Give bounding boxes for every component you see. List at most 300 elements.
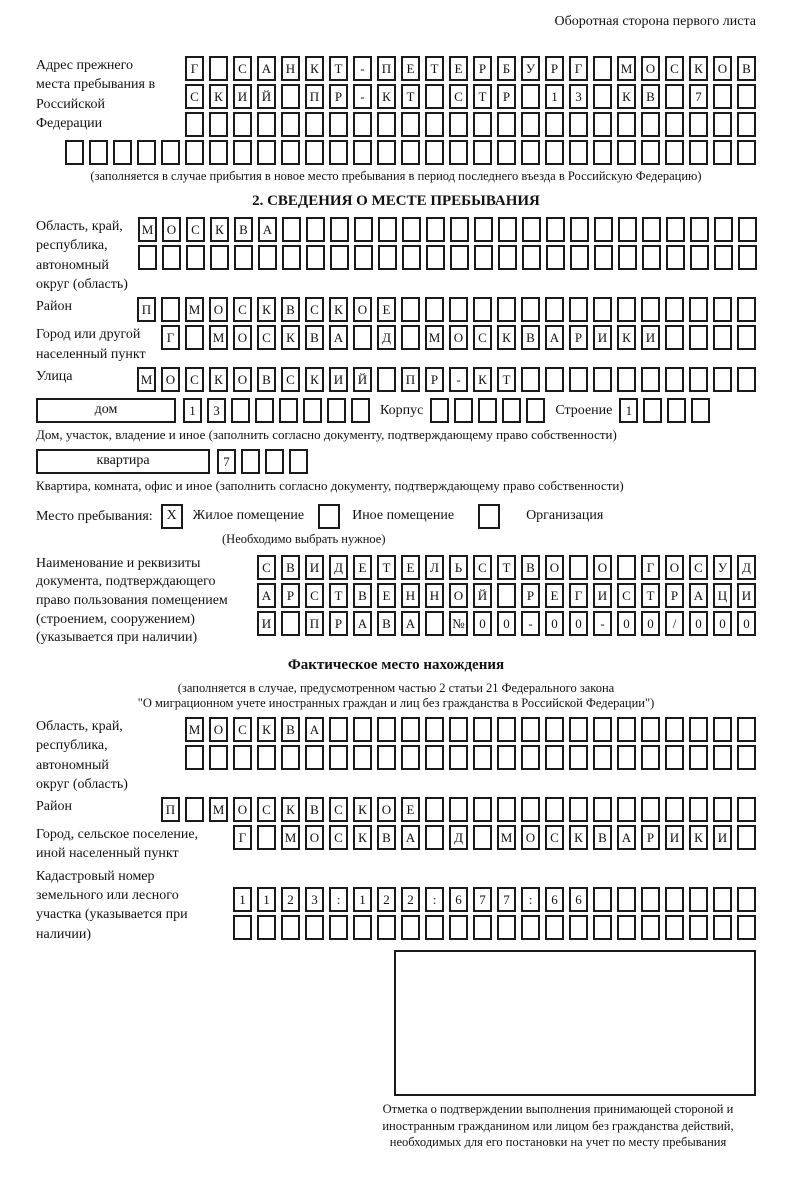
form-cell[interactable] — [281, 140, 300, 165]
form-cell[interactable] — [521, 745, 540, 770]
form-cell[interactable]: Й — [473, 583, 492, 608]
form-cell[interactable]: О — [209, 297, 228, 322]
form-cell[interactable] — [713, 297, 732, 322]
form-cell[interactable] — [641, 745, 660, 770]
form-cell[interactable] — [450, 217, 469, 242]
form-cell[interactable] — [233, 140, 252, 165]
form-cell[interactable]: Р — [665, 583, 684, 608]
form-cell[interactable] — [526, 398, 545, 423]
form-cell[interactable]: М — [185, 717, 204, 742]
form-cell[interactable]: Н — [281, 56, 300, 81]
form-cell[interactable]: 6 — [545, 887, 564, 912]
form-cell[interactable] — [713, 140, 732, 165]
form-cell[interactable]: Р — [569, 325, 588, 350]
form-cell[interactable]: Н — [425, 583, 444, 608]
form-cell[interactable]: 7 — [217, 449, 236, 474]
form-cell[interactable]: Д — [737, 555, 756, 580]
form-cell[interactable] — [426, 245, 445, 270]
form-cell[interactable]: А — [258, 217, 277, 242]
form-cell[interactable]: И — [641, 325, 660, 350]
form-cell[interactable]: А — [401, 825, 420, 850]
form-cell[interactable]: 1 — [619, 398, 638, 423]
form-cell[interactable] — [569, 112, 588, 137]
form-cell[interactable]: М — [617, 56, 636, 81]
form-cell[interactable]: Н — [401, 583, 420, 608]
form-cell[interactable] — [690, 217, 709, 242]
form-cell[interactable] — [738, 245, 757, 270]
form-cell[interactable]: Р — [641, 825, 660, 850]
form-cell[interactable] — [378, 217, 397, 242]
form-cell[interactable] — [473, 915, 492, 940]
form-cell[interactable] — [209, 56, 228, 81]
form-cell[interactable]: К — [353, 825, 372, 850]
form-cell[interactable]: Е — [353, 555, 372, 580]
form-cell[interactable] — [305, 140, 324, 165]
form-cell[interactable] — [161, 297, 180, 322]
form-cell[interactable] — [306, 245, 325, 270]
form-cell[interactable] — [737, 297, 756, 322]
form-cell[interactable] — [497, 797, 516, 822]
form-cell[interactable] — [305, 745, 324, 770]
form-cell[interactable]: О — [449, 583, 468, 608]
form-cell[interactable] — [209, 140, 228, 165]
form-cell[interactable] — [689, 915, 708, 940]
form-cell[interactable]: О — [209, 717, 228, 742]
form-cell[interactable]: 1 — [353, 887, 372, 912]
form-cell[interactable]: О — [665, 555, 684, 580]
form-cell[interactable] — [665, 367, 684, 392]
form-cell[interactable] — [329, 140, 348, 165]
form-cell[interactable] — [497, 717, 516, 742]
form-cell[interactable] — [378, 245, 397, 270]
form-cell[interactable] — [473, 745, 492, 770]
form-cell[interactable]: О — [233, 367, 252, 392]
checkbox-organizatsiya[interactable] — [478, 504, 500, 529]
form-cell[interactable]: С — [257, 325, 276, 350]
form-cell[interactable]: П — [305, 611, 324, 636]
form-cell[interactable] — [593, 367, 612, 392]
form-cell[interactable] — [241, 449, 260, 474]
form-cell[interactable]: А — [305, 717, 324, 742]
form-cell[interactable]: 0 — [689, 611, 708, 636]
form-cell[interactable] — [497, 112, 516, 137]
form-cell[interactable]: К — [473, 367, 492, 392]
form-cell[interactable] — [617, 112, 636, 137]
form-cell[interactable] — [113, 140, 132, 165]
form-cell[interactable] — [425, 717, 444, 742]
form-cell[interactable]: П — [161, 797, 180, 822]
form-cell[interactable] — [282, 245, 301, 270]
form-cell[interactable]: О — [449, 325, 468, 350]
form-cell[interactable] — [162, 245, 181, 270]
form-cell[interactable]: А — [257, 56, 276, 81]
form-cell[interactable]: О — [641, 56, 660, 81]
form-cell[interactable]: М — [209, 325, 228, 350]
form-cell[interactable]: И — [737, 583, 756, 608]
form-cell[interactable]: Т — [329, 56, 348, 81]
form-cell[interactable] — [305, 915, 324, 940]
form-cell[interactable] — [545, 297, 564, 322]
form-cell[interactable]: О — [305, 825, 324, 850]
form-cell[interactable] — [402, 217, 421, 242]
form-cell[interactable]: К — [353, 797, 372, 822]
form-cell[interactable] — [161, 140, 180, 165]
form-cell[interactable] — [185, 112, 204, 137]
form-cell[interactable] — [449, 717, 468, 742]
form-cell[interactable]: Г — [185, 56, 204, 81]
form-cell[interactable]: В — [521, 555, 540, 580]
form-cell[interactable]: 0 — [737, 611, 756, 636]
form-cell[interactable] — [737, 112, 756, 137]
form-cell[interactable] — [545, 745, 564, 770]
form-cell[interactable] — [377, 915, 396, 940]
form-cell[interactable]: С — [233, 717, 252, 742]
form-cell[interactable]: - — [353, 84, 372, 109]
form-cell[interactable] — [617, 140, 636, 165]
form-cell[interactable]: В — [521, 325, 540, 350]
form-cell[interactable] — [497, 745, 516, 770]
form-cell[interactable] — [617, 745, 636, 770]
form-cell[interactable] — [713, 915, 732, 940]
form-cell[interactable]: Е — [377, 297, 396, 322]
form-cell[interactable] — [255, 398, 274, 423]
form-cell[interactable] — [473, 717, 492, 742]
form-cell[interactable] — [714, 217, 733, 242]
form-cell[interactable]: 0 — [617, 611, 636, 636]
form-cell[interactable]: А — [257, 583, 276, 608]
form-cell[interactable] — [737, 887, 756, 912]
form-cell[interactable] — [353, 915, 372, 940]
form-cell[interactable] — [473, 825, 492, 850]
form-cell[interactable] — [401, 745, 420, 770]
form-cell[interactable] — [617, 555, 636, 580]
form-cell[interactable] — [713, 887, 732, 912]
form-cell[interactable] — [401, 717, 420, 742]
form-cell[interactable] — [281, 611, 300, 636]
form-cell[interactable] — [641, 112, 660, 137]
form-cell[interactable]: С — [617, 583, 636, 608]
form-cell[interactable]: В — [353, 583, 372, 608]
form-cell[interactable]: О — [713, 56, 732, 81]
form-cell[interactable] — [473, 297, 492, 322]
form-cell[interactable] — [569, 297, 588, 322]
form-cell[interactable] — [737, 717, 756, 742]
form-cell[interactable]: К — [281, 797, 300, 822]
form-cell[interactable] — [498, 217, 517, 242]
form-cell[interactable]: - — [449, 367, 468, 392]
form-cell[interactable] — [454, 398, 473, 423]
form-cell[interactable] — [353, 717, 372, 742]
form-cell[interactable]: И — [593, 325, 612, 350]
form-cell[interactable] — [257, 140, 276, 165]
form-cell[interactable]: Г — [569, 56, 588, 81]
form-cell[interactable]: Р — [545, 56, 564, 81]
form-cell[interactable]: П — [305, 84, 324, 109]
form-cell[interactable] — [689, 112, 708, 137]
form-cell[interactable] — [641, 140, 660, 165]
form-cell[interactable]: Е — [377, 583, 396, 608]
form-cell[interactable]: О — [233, 797, 252, 822]
form-cell[interactable] — [185, 745, 204, 770]
checkbox-zhiloe-pomeshchenie[interactable]: X — [161, 504, 183, 529]
form-cell[interactable] — [497, 915, 516, 940]
form-cell[interactable]: Д — [377, 325, 396, 350]
form-cell[interactable] — [618, 217, 637, 242]
form-cell[interactable] — [594, 245, 613, 270]
form-cell[interactable] — [257, 915, 276, 940]
form-cell[interactable] — [257, 825, 276, 850]
form-cell[interactable] — [281, 745, 300, 770]
form-cell[interactable] — [329, 717, 348, 742]
form-cell[interactable] — [665, 112, 684, 137]
form-cell[interactable] — [327, 398, 346, 423]
form-cell[interactable] — [303, 398, 322, 423]
form-cell[interactable]: 1 — [545, 84, 564, 109]
form-cell[interactable] — [737, 825, 756, 850]
form-cell[interactable] — [185, 797, 204, 822]
form-cell[interactable]: Л — [425, 555, 444, 580]
form-cell[interactable]: Г — [233, 825, 252, 850]
form-cell[interactable] — [425, 611, 444, 636]
form-cell[interactable]: Р — [425, 367, 444, 392]
form-cell[interactable] — [305, 112, 324, 137]
form-cell[interactable] — [713, 745, 732, 770]
form-cell[interactable]: С — [305, 297, 324, 322]
form-cell[interactable] — [473, 140, 492, 165]
form-cell[interactable]: У — [521, 56, 540, 81]
form-cell[interactable] — [521, 297, 540, 322]
form-cell[interactable] — [210, 245, 229, 270]
form-cell[interactable]: Г — [569, 583, 588, 608]
form-cell[interactable] — [737, 325, 756, 350]
form-cell[interactable]: С — [689, 555, 708, 580]
form-cell[interactable] — [593, 745, 612, 770]
form-cell[interactable]: К — [617, 84, 636, 109]
form-cell[interactable] — [738, 217, 757, 242]
form-cell[interactable]: А — [617, 825, 636, 850]
form-cell[interactable] — [617, 717, 636, 742]
form-cell[interactable] — [713, 112, 732, 137]
form-cell[interactable]: В — [641, 84, 660, 109]
form-cell[interactable] — [425, 140, 444, 165]
form-cell[interactable] — [233, 915, 252, 940]
form-cell[interactable] — [545, 915, 564, 940]
form-cell[interactable] — [497, 140, 516, 165]
form-cell[interactable] — [665, 325, 684, 350]
form-cell[interactable]: К — [329, 297, 348, 322]
form-cell[interactable] — [569, 140, 588, 165]
form-cell[interactable] — [666, 217, 685, 242]
form-cell[interactable] — [377, 367, 396, 392]
form-cell[interactable] — [282, 217, 301, 242]
form-cell[interactable] — [521, 367, 540, 392]
form-cell[interactable]: С — [305, 583, 324, 608]
form-cell[interactable]: О — [377, 797, 396, 822]
form-cell[interactable] — [353, 140, 372, 165]
form-cell[interactable]: 2 — [377, 887, 396, 912]
form-cell[interactable]: О — [161, 367, 180, 392]
form-cell[interactable] — [401, 297, 420, 322]
form-cell[interactable]: 3 — [207, 398, 226, 423]
form-cell[interactable]: Р — [329, 84, 348, 109]
form-cell[interactable] — [665, 140, 684, 165]
form-cell[interactable]: С — [185, 367, 204, 392]
form-cell[interactable]: И — [233, 84, 252, 109]
form-cell[interactable] — [617, 297, 636, 322]
form-cell[interactable] — [449, 297, 468, 322]
form-cell[interactable]: Д — [449, 825, 468, 850]
form-cell[interactable]: В — [737, 56, 756, 81]
form-cell[interactable] — [521, 84, 540, 109]
form-cell[interactable]: В — [593, 825, 612, 850]
form-cell[interactable] — [689, 325, 708, 350]
form-cell[interactable] — [641, 367, 660, 392]
form-cell[interactable] — [713, 797, 732, 822]
form-cell[interactable]: 0 — [569, 611, 588, 636]
form-cell[interactable] — [737, 915, 756, 940]
form-cell[interactable] — [689, 140, 708, 165]
form-cell[interactable]: 0 — [641, 611, 660, 636]
form-cell[interactable]: Е — [401, 56, 420, 81]
form-cell[interactable]: К — [569, 825, 588, 850]
form-cell[interactable] — [545, 717, 564, 742]
form-cell[interactable]: А — [545, 325, 564, 350]
form-cell[interactable]: 1 — [257, 887, 276, 912]
form-cell[interactable]: Т — [329, 583, 348, 608]
form-cell[interactable]: Е — [449, 56, 468, 81]
form-cell[interactable]: Р — [281, 583, 300, 608]
form-cell[interactable]: В — [305, 797, 324, 822]
form-cell[interactable] — [642, 245, 661, 270]
form-cell[interactable]: С — [257, 797, 276, 822]
form-cell[interactable]: Е — [401, 797, 420, 822]
form-cell[interactable]: С — [281, 367, 300, 392]
form-cell[interactable] — [258, 245, 277, 270]
form-cell[interactable] — [569, 797, 588, 822]
form-cell[interactable]: Т — [377, 555, 396, 580]
form-cell[interactable] — [257, 745, 276, 770]
form-cell[interactable] — [545, 367, 564, 392]
form-cell[interactable]: И — [305, 555, 324, 580]
form-cell[interactable] — [425, 112, 444, 137]
form-cell[interactable] — [449, 745, 468, 770]
form-cell[interactable]: В — [234, 217, 253, 242]
form-cell[interactable]: К — [257, 717, 276, 742]
form-cell[interactable]: К — [617, 325, 636, 350]
form-cell[interactable] — [545, 112, 564, 137]
form-cell[interactable]: К — [497, 325, 516, 350]
form-cell[interactable] — [497, 297, 516, 322]
form-cell[interactable] — [377, 140, 396, 165]
form-cell[interactable] — [265, 449, 284, 474]
form-cell[interactable] — [617, 367, 636, 392]
form-cell[interactable]: - — [521, 611, 540, 636]
form-cell[interactable]: У — [713, 555, 732, 580]
form-cell[interactable] — [281, 112, 300, 137]
form-cell[interactable] — [473, 112, 492, 137]
form-cell[interactable] — [502, 398, 521, 423]
form-cell[interactable]: Е — [545, 583, 564, 608]
form-cell[interactable]: 3 — [305, 887, 324, 912]
form-cell[interactable] — [449, 140, 468, 165]
form-cell[interactable] — [521, 717, 540, 742]
form-cell[interactable]: И — [665, 825, 684, 850]
form-cell[interactable]: И — [713, 825, 732, 850]
form-cell[interactable] — [593, 112, 612, 137]
form-cell[interactable]: В — [281, 555, 300, 580]
form-cell[interactable]: С — [233, 56, 252, 81]
form-cell[interactable] — [689, 297, 708, 322]
form-cell[interactable] — [691, 398, 710, 423]
form-cell[interactable]: О — [521, 825, 540, 850]
form-cell[interactable] — [377, 112, 396, 137]
form-cell[interactable] — [665, 797, 684, 822]
form-cell[interactable] — [289, 449, 308, 474]
form-cell[interactable] — [401, 112, 420, 137]
form-cell[interactable]: К — [209, 84, 228, 109]
form-cell[interactable] — [593, 84, 612, 109]
form-cell[interactable] — [449, 797, 468, 822]
form-cell[interactable] — [474, 217, 493, 242]
form-cell[interactable]: Б — [497, 56, 516, 81]
form-cell[interactable] — [231, 398, 250, 423]
form-cell[interactable] — [497, 583, 516, 608]
form-cell[interactable]: 0 — [497, 611, 516, 636]
form-cell[interactable]: О — [353, 297, 372, 322]
form-cell[interactable] — [665, 745, 684, 770]
form-cell[interactable] — [546, 217, 565, 242]
form-cell[interactable] — [329, 112, 348, 137]
form-cell[interactable] — [473, 797, 492, 822]
form-cell[interactable]: К — [210, 217, 229, 242]
form-cell[interactable]: О — [162, 217, 181, 242]
form-cell[interactable]: К — [377, 84, 396, 109]
form-cell[interactable] — [498, 245, 517, 270]
form-cell[interactable]: В — [281, 297, 300, 322]
form-cell[interactable]: С — [257, 555, 276, 580]
form-cell[interactable]: Е — [401, 555, 420, 580]
form-cell[interactable] — [353, 112, 372, 137]
form-cell[interactable] — [449, 915, 468, 940]
form-cell[interactable]: 2 — [281, 887, 300, 912]
form-cell[interactable] — [185, 140, 204, 165]
form-cell[interactable]: М — [137, 367, 156, 392]
form-cell[interactable] — [425, 84, 444, 109]
form-cell[interactable] — [402, 245, 421, 270]
form-cell[interactable] — [354, 245, 373, 270]
form-cell[interactable]: В — [377, 611, 396, 636]
form-cell[interactable]: К — [689, 56, 708, 81]
form-cell[interactable] — [138, 245, 157, 270]
form-cell[interactable]: Т — [641, 583, 660, 608]
form-cell[interactable] — [209, 745, 228, 770]
form-cell[interactable] — [209, 112, 228, 137]
form-cell[interactable]: С — [329, 825, 348, 850]
form-cell[interactable]: : — [329, 887, 348, 912]
form-cell[interactable] — [425, 915, 444, 940]
form-cell[interactable]: В — [377, 825, 396, 850]
form-cell[interactable]: Г — [161, 325, 180, 350]
form-cell[interactable]: К — [209, 367, 228, 392]
form-cell[interactable] — [642, 217, 661, 242]
form-cell[interactable]: / — [665, 611, 684, 636]
form-cell[interactable]: Ц — [713, 583, 732, 608]
form-cell[interactable] — [545, 797, 564, 822]
form-cell[interactable] — [593, 297, 612, 322]
form-cell[interactable] — [641, 797, 660, 822]
form-cell[interactable]: Й — [257, 84, 276, 109]
form-cell[interactable] — [330, 217, 349, 242]
